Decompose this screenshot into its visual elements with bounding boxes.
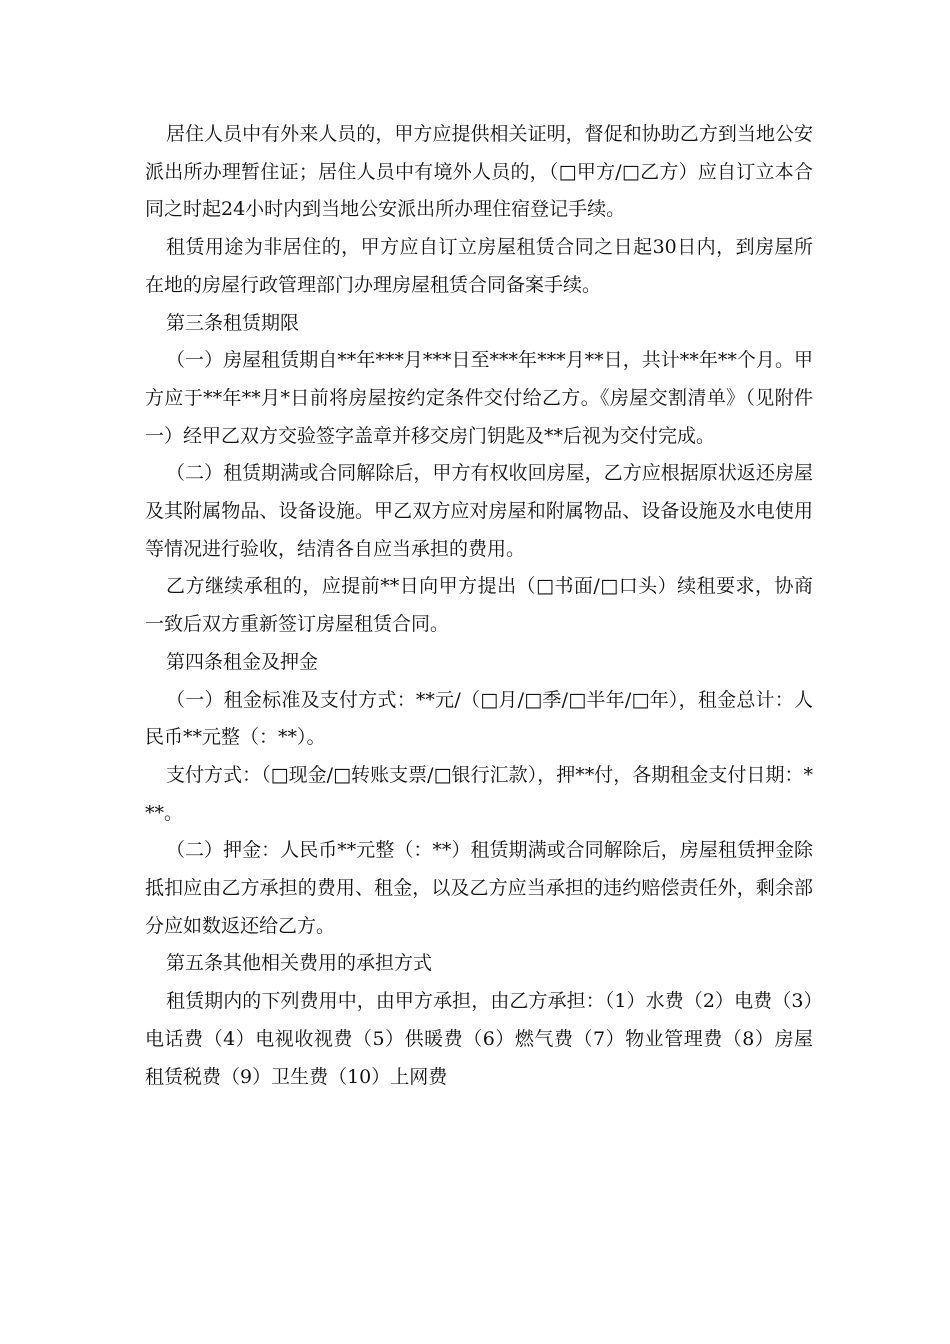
heading-article-4: 第四条租金及押金 <box>166 650 319 673</box>
paragraph-payment-method: 支付方式：（□现金/□转账支票/□银行汇款），押**付，各期租金支付日期：***。 <box>145 763 813 824</box>
document-body <box>145 116 813 1096</box>
paragraph-renewal: 乙方继续承租的，应提前**日向甲方提出（□书面/□口头）续租要求，协商一致后双方重新签订房屋租赁合同。 <box>145 575 813 636</box>
paragraph-other-fees: 租赁期内的下列费用中，由甲方承担，由乙方承担：（1）水费（2）电费（3）电话费（4）电视收视费（5）供暖费（6）燃气费（7）物业管理费（8）房屋租赁税费（9）卫生费（10）上网费 <box>145 990 813 1088</box>
paragraph-residents-registration: 居住人员中有外来人员的，甲方应提供相关证明，督促和协助乙方到当地公安派出所办理暂住证；居住人员中有境外人员的，（□甲方/□乙方）应自订立本合同之时起24小时内到当地公安派出所办理住宿登记手续。 <box>145 123 813 221</box>
paragraph-lease-end: （二）租赁期满或合同解除后，甲方有权收回房屋，乙方应根据原状返还房屋及其附属物品、设备设施。甲乙双方应对房屋和附属物品、设备设施及水电使用等情况进行验收，结清各自应当承担的费用。 <box>145 462 813 560</box>
heading-article-5: 第五条其他相关费用的承担方式 <box>166 952 433 975</box>
heading-article-3: 第三条租赁期限 <box>166 311 300 334</box>
paragraph-deposit: （二）押金：人民币**元整（：**）租赁期满或合同解除后，房屋租赁押金除抵扣应由乙方承担的费用、租金，以及乙方应当承担的违约赔偿责任外，剩余部分应如数返还给乙方。 <box>145 839 813 937</box>
paragraph-lease-term: （一）房屋租赁期自**年***月***日至***年***月**日，共计**年**个月。甲方应于**年**月*日前将房屋按约定条件交付给乙方。《房屋交割清单》（见附件一）经甲乙双方交验签字盖章并移交房门钥匙及**后视为交付完成。 <box>145 349 813 447</box>
paragraph-rent-standard: （一）租金标准及支付方式：**元/（□月/□季/□半年/□年），租金总计：人民币**元整（：**）。 <box>145 688 813 749</box>
paragraph-non-residential-filing: 租赁用途为非居住的，甲方应自订立房屋租赁合同之日起30日内，到房屋所在地的房屋行政管理部门办理房屋租赁合同备案手续。 <box>145 236 813 296</box>
